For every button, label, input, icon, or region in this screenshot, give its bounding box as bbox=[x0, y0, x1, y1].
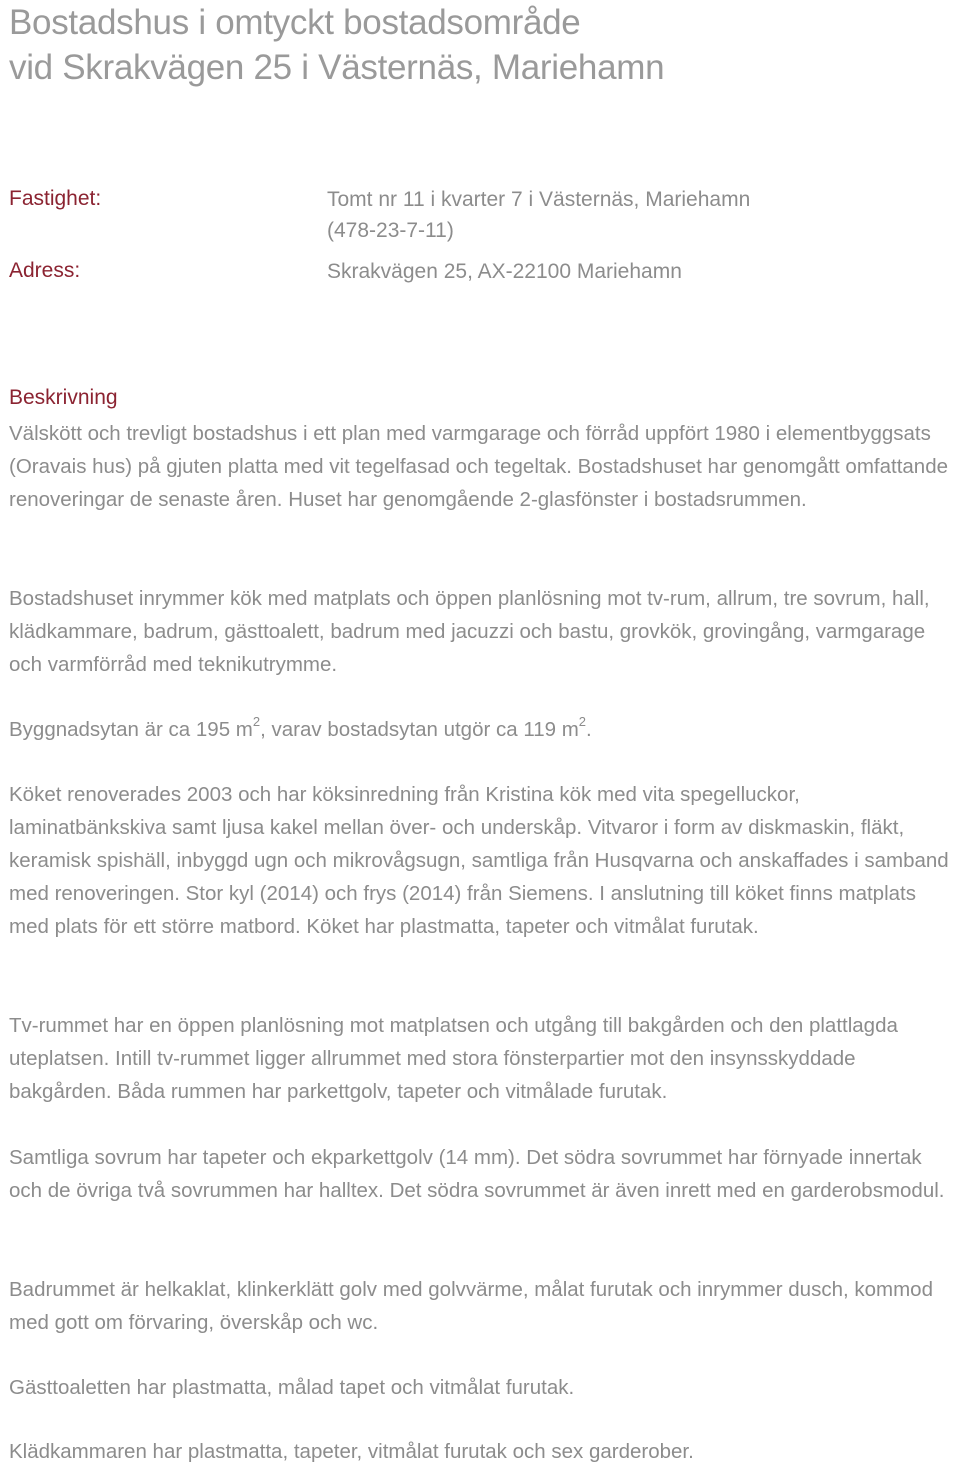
description-bedrooms: Samtliga sovrum har tapeter och ekparkettgolv (14 mm). Det södra sovrummet har förnyade innertak och de övriga två sovrummen har halltex. Det södra sovrummet är även inrett med en garderobsmodul. bbox=[9, 1146, 945, 1202]
description-rooms: Bostadshuset inrymmer kök med matplats och öppen planlösning mot tv-rum, allrum, tre sovrum, hall, klädkammare, badrum, gästtoalett, badrum med jacuzzi och bastu, grovkök, grovingång, varmgarage och varmförråd med teknikutrymme. bbox=[9, 587, 930, 676]
area-text-2: , varav bostadsytan utgör ca 119 m bbox=[260, 718, 579, 741]
description-heading: Beskrivning bbox=[9, 386, 118, 409]
description-kitchen: Köket renoverades 2003 och har köksinredning från Kristina kök med vita spegelluckor, laminatbänkskiva samt ljusa kakel mellan över- och underskåp. Vitvaror i form av diskmaskin, fläkt, keramisk spishäll, inbyggd ugn och mikrovågsugn, samtliga från Husqvarna och anskaffades i samband med renoveringen. Stor kyl (2014) och frys (2014) från Siemens. I anslutning till köket finns matplats med plats för ett större matbord. Köket har plastmatta, tapeter och vitmålat furutak. bbox=[9, 783, 949, 938]
description-tv-room: Tv-rummet har en öppen planlösning mot matplatsen och utgång till bakgården och den plattlagda uteplatsen. Intill tv-rummet ligger allrummet med stora fönsterpartier mot den insynsskyddade bakgården. Båda rummen har parkettgolv, tapeter och vitmålade furutak. bbox=[9, 1014, 898, 1103]
description-area bbox=[9, 713, 957, 746]
page-title bbox=[9, 0, 954, 90]
property-label: Fastighet: bbox=[9, 187, 102, 210]
description-wardrobe: Klädkammaren har plastmatta, tapeter, vitmålat furutak och sex garderober. bbox=[9, 1440, 694, 1463]
area-text-3: . bbox=[586, 718, 592, 741]
area-sup-2: 2 bbox=[578, 714, 587, 730]
description-bathroom: Badrummet är helkaklat, klinkerklätt golv med golvvärme, målat furutak och inrymmer dusch, kommod med gott om förvaring, överskåp och wc. bbox=[9, 1278, 933, 1334]
address-value: Skrakvägen 25, AX-22100 Mariehamn bbox=[327, 260, 682, 283]
property-value bbox=[327, 184, 750, 246]
area-text-1: Byggnadsytan är ca 195 m bbox=[9, 718, 253, 741]
area-sup-1: 2 bbox=[252, 714, 261, 730]
title-line-2: vid Skrakvägen 25 i Västernäs, Mariehamn bbox=[9, 48, 665, 87]
description-guest-toilet: Gästtoaletten har plastmatta, målad tapet och vitmålat furutak. bbox=[9, 1376, 575, 1399]
property-value-line-1: Tomt nr 11 i kvarter 7 i Västernäs, Mariehamn bbox=[327, 188, 751, 211]
title-line-1: Bostadshus i omtyckt bostadsområde bbox=[9, 3, 581, 42]
address-label: Adress: bbox=[9, 259, 81, 282]
description-intro: Välskött och trevligt bostadshus i ett plan med varmgarage och förråd uppfört 1980 i elementbyggsats (Oravais hus) på gjuten platta med vit tegelfasad och tegeltak. Bostadshuset har genomgått omfattande renoveringar de senaste åren. Huset har genomgående 2-glasfönster i bostadsrummen. bbox=[9, 422, 949, 511]
property-value-line-2: (478-23-7-11) bbox=[327, 219, 454, 242]
